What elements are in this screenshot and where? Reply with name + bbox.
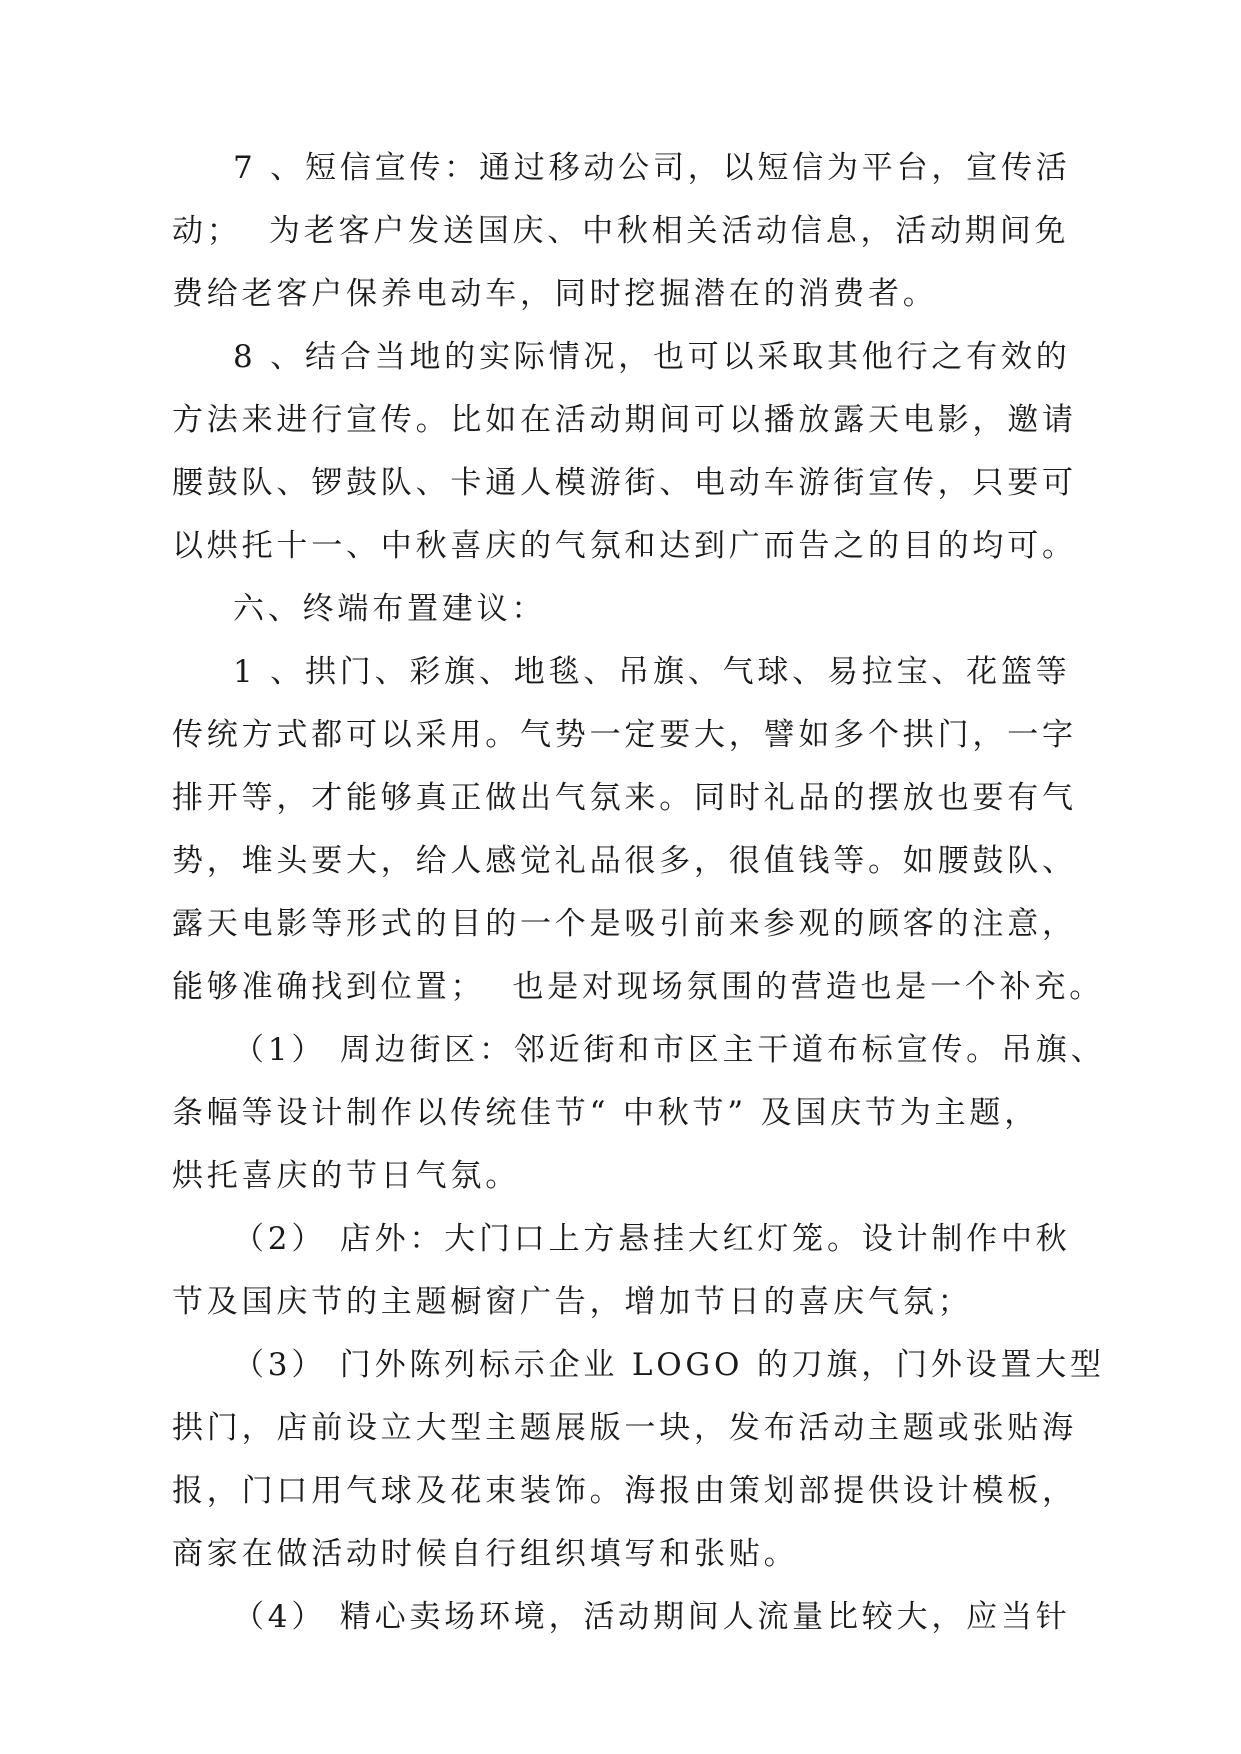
text-line: 费给老客户保养电动车，同时挖掘潜在的消费者。 [172, 276, 938, 312]
text-line: 方法来进行宣传。比如在活动期间可以播放露天电影，邀请 [172, 402, 1077, 438]
text-line: 8 、结合当地的实际情况，也可以采取其他行之有效的 [233, 339, 1071, 375]
text-line: 势，堆头要大，给人感觉礼品很多，很值钱等。如腰鼓队、 [172, 843, 1077, 879]
text-line: 能够准确找到位置； 也是对现场氛围的营造也是一个补充。 [172, 969, 1105, 1005]
text-line: 烘托喜庆的节日气氛。 [172, 1158, 520, 1194]
text-line: （4） 精心卖场环境，活动期间人流量比较大，应当针 [233, 1599, 1071, 1635]
text-line: 商家在做活动时候自行组织填写和张贴。 [172, 1536, 799, 1572]
text-line: （2） 店外：大门口上方悬挂大红灯笼。设计制作中秋 [233, 1221, 1071, 1257]
text-line: 1 、拱门、彩旗、地毯、吊旗、气球、易拉宝、花篮等 [233, 654, 1071, 690]
text-line: 节及国庆节的主题橱窗广告，增加节日的喜庆气氛； [172, 1284, 973, 1320]
text-line: （3） 门外陈列标示企业 LOGO 的刀旗，门外设置大型 [233, 1347, 1105, 1383]
text-line: 报，门口用气球及花束装饰。海报由策划部提供设计模板， [172, 1473, 1077, 1509]
section-heading: 六、终端布置建议： [233, 591, 547, 627]
text-line: 7 、短信宣传：通过移动公司，以短信为平台，宣传活 [233, 150, 1071, 186]
text-line: 排开等，才能够真正做出气氛来。同时礼品的摆放也要有气 [172, 780, 1077, 816]
text-line: 动； 为老客户发送国庆、中秋相关活动信息，活动期间免 [172, 213, 1070, 249]
text-line: 条幅等设计制作以传统佳节“ 中秋节” 及国庆节为主题， [172, 1095, 1040, 1131]
text-line: 传统方式都可以采用。气势一定要大，譬如多个拱门，一字 [172, 717, 1077, 753]
text-line: 以烘托十一、中秋喜庆的气氛和达到广而告之的目的均可。 [172, 528, 1077, 564]
text-line: 拱门，店前设立大型主题展版一块，发布活动主题或张贴海 [172, 1410, 1077, 1446]
text-line: 腰鼓队、锣鼓队、卡通人模游街、电动车游街宣传，只要可 [172, 465, 1077, 501]
text-line: 露天电影等形式的目的一个是吸引前来参观的顾客的注意， [172, 906, 1077, 942]
text-line: （1） 周边街区：邻近街和市区主干道布标宣传。吊旗、 [233, 1032, 1106, 1068]
